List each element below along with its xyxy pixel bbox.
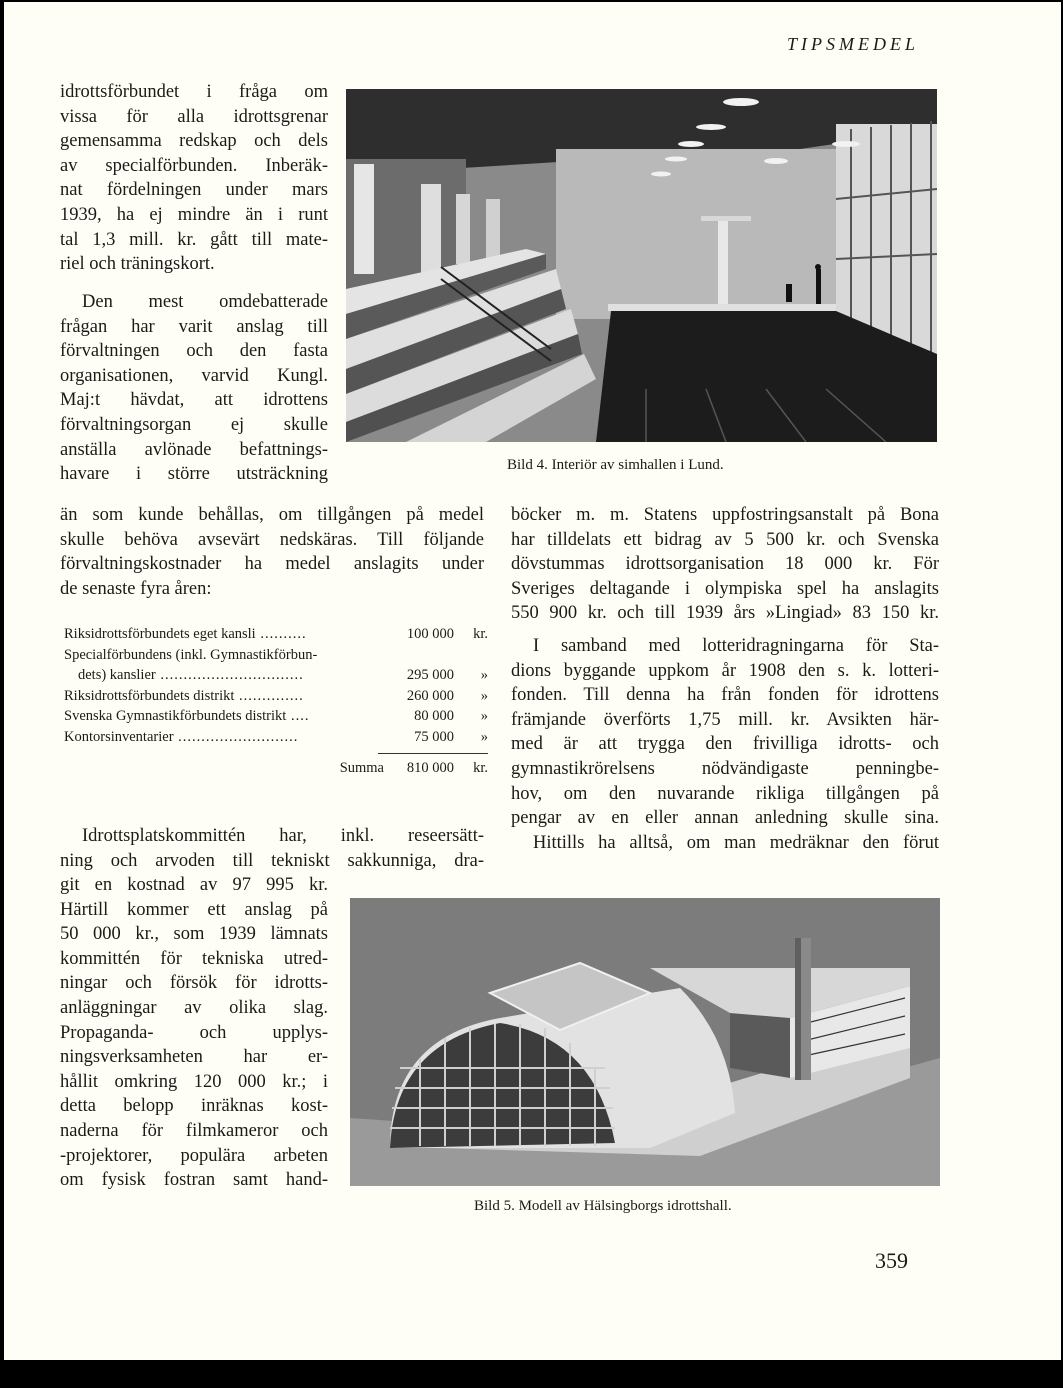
- page-number: 359: [875, 1248, 908, 1273]
- text-line: förvaltningskostnader ha medel anslagits under: [60, 554, 484, 575]
- row-label: Specialförbundens (inkl. Gymnastikförbun-: [64, 646, 318, 663]
- text-line: de senaste fyra åren:: [60, 578, 212, 599]
- text-line: ningar och försök för idrotts-: [60, 973, 328, 994]
- text-line: riel och träningskort.: [60, 254, 215, 275]
- text-line: vissa för alla idrottsgrenar: [60, 106, 328, 127]
- text-line: frågan har varit anslag till: [60, 316, 328, 337]
- right-para-1: [511, 503, 939, 626]
- total-label: Summa: [339, 760, 384, 776]
- text-line: ning och arvoden till tekniskt sakkunniga, dra-: [60, 850, 484, 871]
- row-amount: 75 000: [414, 728, 454, 745]
- row-amount: 80 000: [414, 708, 454, 724]
- text-line: idrottsförbundet i fråga om: [60, 82, 328, 102]
- text-line: dions byggande uppkom år 1908 den s. k. lotteri-: [511, 660, 939, 681]
- table-row: [64, 706, 488, 727]
- text-line: havare i större utsträckning: [60, 464, 328, 485]
- text-line: Sveriges deltagande i olympiska spel ha anslagits: [511, 578, 939, 599]
- text-line: främjande överförts 1,75 mill. kr. Avsikten här-: [511, 709, 939, 730]
- text-line: av specialförbunden. Inberäk-: [60, 155, 328, 176]
- text-line: Den mest omdebatterade: [82, 292, 328, 312]
- row-unit: »: [480, 708, 488, 724]
- text-line: anställa avlönade befattnings-: [60, 439, 328, 460]
- text-line: detta belopp inräknas kost-: [60, 1096, 328, 1117]
- row-label: Kontorsinventarier: [64, 728, 174, 745]
- photo-illustration: [346, 89, 937, 442]
- text-line: I samband med lotteridragningarna för Sta-: [533, 636, 939, 656]
- text-line: naderna för filmkameror och: [60, 1120, 328, 1141]
- text-line: Propaganda- och upplys-: [60, 1022, 328, 1043]
- row-unit: »: [480, 667, 488, 683]
- table-row: [64, 624, 488, 645]
- text-line: kommittén för tekniska utred-: [60, 948, 328, 969]
- swimming-hall-interior-photo: [346, 89, 937, 442]
- table-row: [64, 686, 488, 707]
- text-line: med är att trygga den frivilliga idrotts- och: [511, 734, 939, 755]
- text-line: dövstummas idrottsorganisation 18 000 kr. För: [511, 554, 939, 575]
- leader-dots: ..........................: [173, 728, 299, 745]
- row-label: Riksidrottsförbundets eget kansli: [64, 626, 256, 642]
- photo-illustration: [350, 898, 940, 1186]
- table-total-row: [64, 758, 488, 779]
- left-para-2-wide: [60, 503, 484, 601]
- row-unit: kr.: [473, 626, 488, 642]
- text-line: tal 1,3 mill. kr. gått till mate-: [60, 229, 328, 250]
- figure-4-caption: Bild 4. Interiör av simhallen i Lund.: [507, 457, 724, 473]
- table-row: [64, 645, 488, 666]
- leader-dots: ..........: [255, 626, 307, 642]
- text-line: anläggningar av olika slag.: [60, 997, 328, 1018]
- left-para-1: [60, 80, 328, 277]
- text-line: Idrottsplatskommittén har, inkl. reseersätt-: [82, 826, 484, 846]
- table-row: [64, 727, 488, 748]
- text-line: gemensamma redskap och dels: [60, 131, 328, 152]
- row-amount: 260 000: [406, 687, 454, 704]
- text-line: förvaltningen och den fasta: [60, 341, 328, 362]
- page: [4, 2, 1061, 1360]
- text-line: hållit omkring 120 000 kr.; i: [60, 1071, 328, 1092]
- text-line: fonden. Till denna ha från fonden för idrottens: [511, 685, 939, 706]
- text-line: gymnastikrörelsens nödvändigaste penningbe-: [511, 758, 939, 779]
- figure-5-caption: Bild 5. Modell av Hälsingborgs idrottshall.: [474, 1198, 732, 1214]
- text-line: böcker m. m. Statens uppfostringsanstalt på Bona: [511, 505, 939, 525]
- left-para-2: [60, 290, 328, 487]
- text-line: git en kostnad av 97 995 kr.: [60, 875, 328, 895]
- text-line: 50 000 kr., som 1939 lämnats: [60, 924, 328, 945]
- row-unit: »: [480, 728, 488, 745]
- table-row: [64, 665, 488, 686]
- text-line: än som kunde behållas, om tillgången på medel: [60, 505, 484, 525]
- cost-table: [64, 624, 488, 779]
- text-line: Hittills ha alltså, om man medräknar den förut: [533, 832, 939, 853]
- text-line: Härtill kommer ett anslag på: [60, 899, 328, 920]
- row-label: Riksidrottsförbundets distrikt: [64, 687, 235, 704]
- text-line: nat fördelningen under mars: [60, 180, 328, 201]
- row-amount: 295 000: [406, 667, 454, 683]
- row-label: Svenska Gymnastikförbundets distrikt: [64, 708, 287, 724]
- text-line: ningsverksamheten har er-: [60, 1047, 328, 1068]
- text-line: Maj:t hävdat, att idrottens: [60, 390, 328, 411]
- leader-dots: ....: [286, 708, 310, 724]
- running-header: TIPSMEDEL: [787, 34, 919, 54]
- leader-dots: ..............: [234, 687, 304, 704]
- row-unit: »: [480, 687, 488, 704]
- total-unit: kr.: [473, 760, 488, 776]
- text-line: -projektorer, populära arbeten: [60, 1145, 328, 1166]
- sports-hall-model-photo: [350, 898, 940, 1186]
- sum-rule: [378, 753, 488, 754]
- text-line: organisationen, varvid Kungl.: [60, 365, 328, 386]
- text-line: hov, om den nuvarande rikliga tillgången på: [511, 783, 939, 804]
- text-line: förvaltningsorgan ej skulle: [60, 414, 328, 435]
- text-line: har tilldelats ett bidrag av 5 500 kr. och Svenska: [511, 529, 939, 550]
- text-line: om fysisk fostran samt hand-: [60, 1170, 328, 1191]
- text-line: 550 900 kr. och till 1939 års »Lingiad» 83 150 kr.: [511, 603, 939, 624]
- left-para-3: [60, 873, 328, 1193]
- text-line: skulle behöva avsevärt nedskäras. Till följande: [60, 529, 484, 550]
- row-amount: 100 000: [406, 626, 454, 642]
- left-para-3-wide: [60, 824, 484, 873]
- right-para-2: [511, 634, 939, 855]
- text-line: 1939, ha ej mindre än i runt: [60, 204, 328, 225]
- text-line: pengar av en eller annan anledning skulle sina.: [511, 808, 939, 829]
- leader-dots: ...............................: [155, 667, 304, 683]
- total-amount: 810 000: [406, 760, 454, 776]
- row-label: dets) kanslier: [78, 667, 156, 683]
